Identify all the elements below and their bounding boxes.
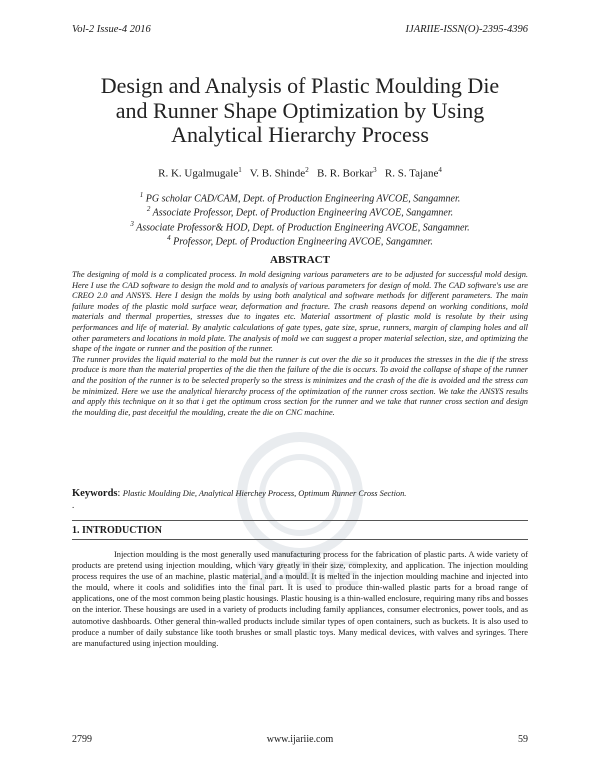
abstract-paragraph: The runner provides the liquid material to the mold but the runner is cut over the die so it produces the stresses in the die if the stress produce is more than the material properties of the die then the failure of the die is occurs. To avoid the collapse of shape of the runner and the position of the runner is to be selected properly so the stress is minimizes and the crash of the die is avoided and the stress can be minimized. Here we use the analytical hierarchy process of the optimization of the runner cross section. We take the ANSYS results and apply this technique on it so that i get the optimum cross section for the runner and we take that runner cross section and design the moulding die, past deceitful the moulding, create the die on CNC machine. <box>72 354 528 417</box>
title-line-2: and Runner Shape Optimization by Using <box>115 97 485 123</box>
section-rule-top <box>72 520 528 521</box>
footer-website: www.ijariie.com <box>266 734 334 745</box>
header-issn: IJARIIE-ISSN(O)-2395-4396 <box>405 24 528 35</box>
watermark-text: IJARIIE <box>240 555 360 593</box>
author-list: R. K. Ugalmugale$^1$ V. B. Shinde$^2$ B. R. Borkar$^3$ R. S. Tajane$^4$ <box>158 166 442 180</box>
title-line-3: Analytical Hierarchy Process <box>171 122 429 147</box>
introduction-heading: 1. INTRODUCTION <box>72 525 163 536</box>
author: R. S. Tajane <box>384 167 439 180</box>
abstract-body <box>72 270 528 418</box>
affiliation-list <box>60 190 540 247</box>
paper-title <box>40 74 560 148</box>
stray-dot: . <box>72 500 75 510</box>
footer-paper-id: 2799 <box>72 734 92 745</box>
keywords: Keywords: Plastic Moulding Die, Analytical Hierchey Process, Optimum Runner Cross Section. <box>72 488 407 499</box>
abstract-heading: ABSTRACT <box>270 254 330 266</box>
header-volume: Vol-2 Issue-4 2016 <box>72 24 151 35</box>
keywords-label: Keywords <box>72 488 118 499</box>
affiliation: $^4$ Professor, Dept. of Production Engineering AVCOE, Sangamner. <box>167 233 433 248</box>
abstract-paragraph: The designing of mold is a complicated process. In mold designing various parameters are to be adjusted for successful mold design. Here I use the CAD software to design the mold and to analysis of various parameters for design of mold. The CAD software's use are CREO 2.0 and ANSYS. Here I design the molds by using both analytical and software methods for different parameters. The main failure modes of the plastic mold surface wear, deformation and fracture. The crash reasons depend on working conditions, mold materials and thermal properties, stresses due to ingates etc. Material assortment of plastic mold is resolute by their using performances and life of material. By analytic calculations of gate types, gate size, sprue, runners, margin of clamping holes and all other parameters and locations in mold plate. The analysis of mold we can suggest a proper material selection, size, and optimizing the shape of the ingate or runner and the position of the runner. <box>72 270 528 354</box>
author: B. R. Borkar <box>316 167 374 180</box>
affiliation: $^3$ Associate Professor& HOD, Dept. of Production Engineering AVCOE, Sangamner. <box>130 219 470 233</box>
introduction-body: Injection moulding is the most generally used manufacturing process for the fabrication of plastic parts. A wide variety of products are pretend using injection moulding, which vary greatly in their size, complexity, and application. The injection moulding process requires the use of an machine, plastic material, and a mould. It is melted in the injection moulding machine and injected into the mould, where it cools and solidifies into the final part. It is used to produce thin-walled plastic parts for a broad range of applications, one of the most common being plastic housings. Plastic housing is a thin-walled enclosure, requiring many ribs and bosses on the interior. These housings are used in a variety of products including family appliances, consumer electronics, power tools, and as automotive dashboards. Other general thin-walled products include similar types of open containers, such as buckets. It is also used to produce a number of daily substance like tooth brushes or small plastic toys. Many medical devices, with valves and syringes. There are manufactured using injection moulding. <box>72 550 528 648</box>
footer-page-number: 59 <box>518 734 528 745</box>
affiliation: $^1$ PG scholar CAD/CAM, Dept. of Production Engineering AVCOE, Sangamner. <box>139 191 461 205</box>
author: R. K. Ugalmugale <box>158 167 239 180</box>
author: V. B. Shinde <box>249 167 306 180</box>
section-rule-bottom <box>72 539 528 540</box>
keywords-text: Plastic Moulding Die, Analytical Hierchey Process, Optimum Runner Cross Section. <box>122 489 407 498</box>
affiliation: $^2$ Associate Professor, Dept. of Production Engineering AVCOE, Sangamner. <box>146 205 454 219</box>
title-line-1: Design and Analysis of Plastic Moulding Die <box>100 73 500 98</box>
